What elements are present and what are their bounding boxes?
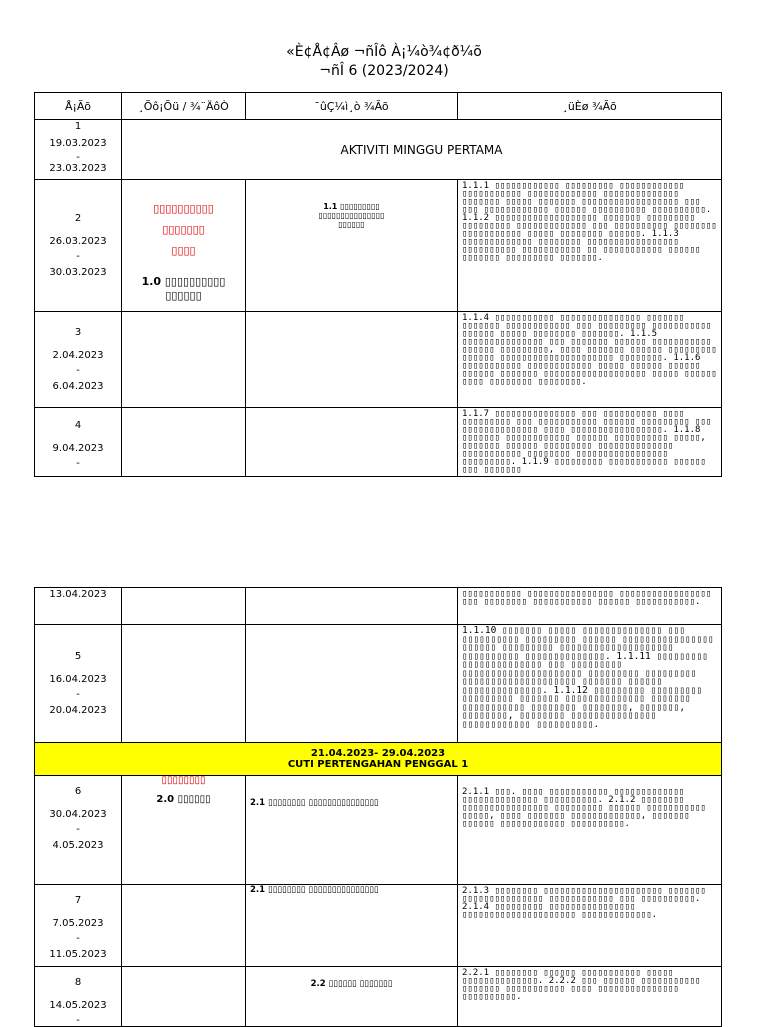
unit-title: 1.0 ▯▯▯▯▯▯▯▯▯▯ ▯▯▯▯▯▯ bbox=[141, 275, 226, 302]
week-cell bbox=[35, 180, 122, 312]
theme-red-line: ▯▯▯▯ bbox=[171, 244, 196, 257]
holiday-cell bbox=[35, 743, 722, 776]
learning-standard-cell: 2.1.1 ▯▯▯. ▯▯▯▯ ▯▯▯▯▯▯▯▯▯▯▯ ▯▯▯▯▯▯▯▯▯▯▯▯▯ ▯▯▯▯▯▯▯▯▯▯▯▯▯▯ ▯▯▯▯▯▯▯▯▯▯. 2.1.2 ▯▯▯▯▯▯▯▯ ▯▯▯▯▯▯▯▯▯▯▯▯▯▯▯▯ ▯▯▯▯▯▯▯▯▯ ▯▯▯▯▯▯ ▯▯▯▯▯▯▯▯▯▯▯ ▯▯▯▯▯, ▯▯▯▯ ▯▯▯▯▯▯▯ ▯▯▯▯▯▯▯▯▯▯▯▯▯, ▯▯▯▯▯▯▯ ▯▯▯▯▯▯ ▯▯▯▯▯▯▯▯▯▯▯▯ ▯▯▯▯▯▯▯▯▯▯. bbox=[458, 776, 722, 885]
theme-cell bbox=[122, 967, 246, 1027]
doc-subtitle: ¬ñÎ 6 (2023/2024) bbox=[319, 63, 449, 79]
week-end: 23.03.2023 bbox=[49, 163, 107, 174]
learning-standard-cell: 1.1.4 ▯▯▯▯▯▯▯▯▯▯▯ ▯▯▯▯▯▯▯▯▯▯▯▯▯▯▯ ▯▯▯▯▯▯▯ ▯▯▯▯▯▯▯ ▯▯▯▯▯▯▯▯▯▯▯▯ ▯▯▯ ▯▯▯▯▯▯▯▯▯ ▯▯▯▯▯▯▯▯▯▯▯ ▯▯▯▯▯▯ ▯▯▯▯▯ ▯▯▯▯▯▯▯▯ ▯▯▯▯▯▯▯. 1.1.5 ▯▯▯▯▯▯▯▯▯▯▯▯▯▯▯ ▯▯▯ ▯▯▯▯▯▯▯ ▯▯▯▯▯▯ ▯▯▯▯▯▯▯▯▯▯▯ ▯▯▯▯▯▯ ▯▯▯▯▯▯▯▯▯, ▯▯▯▯ ▯▯▯▯▯▯▯ ▯▯▯▯▯▯ ▯▯▯▯▯▯▯▯▯ ▯▯▯▯▯▯ ▯▯▯▯▯▯▯▯▯▯▯▯▯▯▯▯▯▯▯▯▯ ▯▯▯▯▯▯▯▯. 1.1.6 ▯▯▯▯▯▯▯▯▯▯▯ ▯▯▯▯▯▯▯▯▯▯▯▯ ▯▯▯▯▯ ▯▯▯▯▯▯ ▯▯▯▯▯▯ ▯▯▯▯▯▯ ▯▯▯▯▯▯▯ ▯▯▯▯▯▯▯▯▯▯▯▯▯▯▯▯▯▯▯ ▯▯▯▯▯ ▯▯▯▯▯▯ ▯▯▯▯ ▯▯▯▯▯▯▯▯ ▯▯▯▯▯▯▯▯. bbox=[458, 312, 722, 408]
theme-cell bbox=[122, 776, 246, 885]
theme-cell bbox=[122, 885, 246, 967]
week-sep: - bbox=[76, 933, 80, 944]
learning-standard-cell: ▯▯▯▯▯▯▯▯▯▯▯ ▯▯▯▯▯▯▯▯▯▯▯▯▯▯▯▯ ▯▯▯▯▯▯▯▯▯▯▯▯▯▯▯▯▯ ▯▯▯ ▯▯▯▯▯▯▯▯ ▯▯▯▯▯▯▯▯▯▯▯ ▯▯▯▯▯▯ ▯▯▯▯▯▯▯▯▯▯▯. bbox=[458, 588, 722, 625]
week-start: 26.03.2023 bbox=[49, 236, 107, 247]
week-end: 20.04.2023 bbox=[49, 705, 107, 716]
theme-red-line: ▯▯▯▯▯▯▯ bbox=[162, 223, 205, 236]
header-week: Å¡Ãõ bbox=[35, 93, 122, 120]
content-standard-cell bbox=[246, 312, 458, 408]
week-sep: - bbox=[76, 1015, 80, 1026]
theme-cell bbox=[122, 588, 246, 625]
week-sep: - bbox=[76, 365, 80, 376]
week-start: 14.05.2023 bbox=[49, 1000, 107, 1011]
week-number: 4 bbox=[74, 420, 82, 431]
table-row bbox=[35, 120, 722, 180]
week-cell bbox=[35, 885, 122, 967]
rpt-table-page2 bbox=[34, 587, 722, 1027]
activity-cell: AKTIVITI MINGGU PERTAMA bbox=[122, 120, 722, 180]
content-standard-cell: 2.1 ▯▯▯▯▯▯▯▯ ▯▯▯▯▯▯▯▯▯▯▯▯▯▯▯ bbox=[246, 885, 458, 967]
week-start: 16.04.2023 bbox=[49, 674, 107, 685]
holiday-dates: 21.04.2023- 29.04.2023 bbox=[310, 748, 446, 759]
week-number: 8 bbox=[74, 977, 82, 988]
table-row bbox=[35, 180, 722, 312]
week-number: 6 bbox=[74, 786, 82, 797]
rpt-table-page1 bbox=[34, 92, 722, 477]
header-theme: ¸Õô¡Õü / ¾¨ÄôÒ bbox=[122, 93, 246, 120]
week-end: 30.03.2023 bbox=[49, 267, 107, 278]
week-number: 2 bbox=[74, 213, 82, 224]
table-row bbox=[35, 776, 722, 885]
table-row bbox=[35, 408, 722, 477]
week-cell bbox=[35, 408, 122, 477]
week-sep: - bbox=[76, 824, 80, 835]
week-end: 13.04.2023 bbox=[49, 589, 107, 600]
week-sep: - bbox=[76, 689, 80, 700]
content-standard-cell bbox=[246, 588, 458, 625]
week-cell bbox=[35, 967, 122, 1027]
holiday-row bbox=[35, 743, 722, 776]
table-row bbox=[35, 967, 722, 1027]
unit-title: 2.0 ▯▯▯▯▯▯ bbox=[156, 794, 211, 805]
theme-red-line: ▯▯▯▯▯▯▯▯ bbox=[161, 775, 206, 786]
week-end: 6.04.2023 bbox=[52, 381, 104, 392]
content-standard-cell bbox=[246, 625, 458, 743]
week-start: 9.04.2023 bbox=[52, 443, 104, 454]
content-standard-cell: 2.2 ▯▯▯▯▯▯ ▯▯▯▯▯▯▯ bbox=[246, 967, 458, 1027]
week-end: 11.05.2023 bbox=[49, 949, 107, 960]
week-sep: - bbox=[76, 458, 80, 469]
content-standard-cell bbox=[246, 408, 458, 477]
week-number: 7 bbox=[74, 895, 82, 906]
week-number: 3 bbox=[74, 327, 82, 338]
table-row bbox=[35, 625, 722, 743]
theme-cell bbox=[122, 312, 246, 408]
content-standard-cell: 1.1 ▯▯▯▯▯▯▯▯▯ ▯▯▯▯▯▯▯▯▯▯▯▯▯▯▯ ▯▯▯▯▯▯ bbox=[246, 180, 458, 312]
holiday-label: CUTI PERTENGAHAN PENGGAL 1 bbox=[287, 759, 469, 770]
week-cell bbox=[35, 588, 122, 625]
week-cell bbox=[35, 312, 122, 408]
week-cell bbox=[35, 776, 122, 885]
week-start: 2.04.2023 bbox=[52, 350, 104, 361]
theme-cell bbox=[122, 625, 246, 743]
learning-standard-cell: 2.2.1 ▯▯▯▯▯▯▯▯ ▯▯▯▯▯▯ ▯▯▯▯▯▯▯▯▯▯▯ ▯▯▯▯▯ ▯▯▯▯▯▯▯▯▯▯▯▯▯▯. 2.2.2 ▯▯▯ ▯▯▯▯▯▯ ▯▯▯▯▯▯▯▯▯▯▯ ▯▯▯▯▯▯▯ ▯▯▯▯▯▯▯▯▯▯▯ ▯▯▯▯ ▯▯▯▯▯▯▯▯▯▯▯▯▯▯▯ ▯▯▯▯▯▯▯▯▯▯. bbox=[458, 967, 722, 1027]
week-start: 7.05.2023 bbox=[52, 918, 104, 929]
header-learning-standard: ¸üÈø ¾Ãõ bbox=[458, 93, 722, 120]
table-row bbox=[35, 312, 722, 408]
week-number: 5 bbox=[74, 651, 82, 662]
week-cell bbox=[35, 625, 122, 743]
learning-standard-cell: 1.1.7 ▯▯▯▯▯▯▯▯▯▯▯▯▯▯▯ ▯▯▯ ▯▯▯▯▯▯▯▯▯▯ ▯▯▯▯ ▯▯▯▯▯▯▯▯▯ ▯▯▯ ▯▯▯▯▯▯▯▯▯▯▯ ▯▯▯▯▯▯ ▯▯▯▯▯▯▯▯▯ ▯▯▯ ▯▯▯▯▯▯▯▯▯▯▯▯▯▯ ▯▯▯▯ ▯▯▯▯▯▯▯▯▯▯▯▯▯▯▯▯▯. 1.1.8 ▯▯▯▯▯▯▯ ▯▯▯▯▯▯▯▯▯▯▯▯ ▯▯▯▯▯▯ ▯▯▯▯▯▯▯▯▯▯ ▯▯▯▯▯, ▯▯▯▯▯▯▯ ▯▯▯▯▯▯ ▯▯▯▯▯▯▯▯▯ ▯▯▯▯▯▯▯▯▯▯▯▯▯▯ ▯▯▯▯▯▯▯▯▯▯▯ ▯▯▯▯▯▯▯▯ ▯▯▯▯▯▯▯▯▯▯▯▯▯▯▯▯▯ ▯▯▯▯▯▯▯▯▯. 1.1.9 ▯▯▯▯▯▯▯▯▯ ▯▯▯▯▯▯▯▯▯▯▯ ▯▯▯▯▯▯ ▯▯▯ ▯▯▯▯▯▯▯ bbox=[458, 408, 722, 477]
learning-standard-cell: 2.1.3 ▯▯▯▯▯▯▯▯ ▯▯▯▯▯▯▯▯▯▯▯▯▯▯▯▯▯▯▯▯▯▯ ▯▯▯▯▯▯▯ ▯▯▯▯▯▯▯▯▯▯▯▯▯▯▯ ▯▯▯▯▯▯▯▯▯▯▯▯ ▯▯▯ ▯▯▯▯▯▯▯▯▯▯. 2.1.4 ▯▯▯▯▯▯▯▯▯ ▯▯▯▯▯▯▯▯▯▯▯▯▯▯▯▯ ▯▯▯▯▯▯▯▯▯▯▯▯▯▯▯▯▯▯▯▯▯ ▯▯▯▯▯▯▯▯▯▯▯▯▯. bbox=[458, 885, 722, 967]
week-end: 4.05.2023 bbox=[52, 840, 104, 851]
learning-standard-cell: 1.1.10 ▯▯▯▯▯▯▯ ▯▯▯▯▯ ▯▯▯▯▯▯▯▯▯▯▯▯▯▯ ▯▯▯ ▯▯▯▯▯▯▯▯▯▯ ▯▯▯▯▯▯▯▯▯ ▯▯▯▯▯▯ ▯▯▯▯▯▯▯▯▯▯▯▯▯▯▯▯ ▯▯▯▯▯▯ ▯▯▯▯▯▯▯▯▯ ▯▯▯▯▯▯▯▯▯▯▯▯▯▯▯▯▯▯▯▯ ▯▯▯▯▯▯▯▯▯▯ ▯▯▯▯▯▯▯▯▯▯▯▯▯▯. 1.1.11 ▯▯▯▯▯▯▯▯▯ ▯▯▯▯▯▯▯▯▯▯▯▯▯▯ ▯▯▯ ▯▯▯▯▯▯▯▯▯ ▯▯▯▯▯▯▯▯▯▯▯▯▯▯▯▯▯▯▯▯▯ ▯▯▯▯▯▯▯▯▯ ▯▯▯▯▯▯▯▯▯ ▯▯▯▯▯▯▯▯▯▯▯▯▯▯▯▯▯▯▯▯ ▯▯▯▯▯▯▯ ▯▯▯▯▯▯ ▯▯▯▯▯▯▯▯▯▯▯▯▯▯. 1.1.12 ▯▯▯▯▯▯▯▯▯ ▯▯▯▯▯▯▯▯▯ ▯▯▯▯▯▯▯▯▯ ▯▯▯▯▯▯▯ ▯▯▯▯▯▯▯▯▯▯▯▯▯▯ ▯▯▯▯▯▯▯ ▯▯▯▯▯▯▯▯▯▯▯ ▯▯▯▯▯▯▯▯ ▯▯▯▯▯▯▯▯, ▯▯▯▯▯▯▯, ▯▯▯▯▯▯▯▯, ▯▯▯▯▯▯▯▯ ▯▯▯▯▯▯▯▯▯▯▯▯▯▯▯ ▯▯▯▯▯▯▯▯▯▯▯▯ ▯▯▯▯▯▯▯▯▯▯. bbox=[458, 625, 722, 743]
week-start: 19.03.2023 bbox=[49, 138, 107, 149]
week-cell bbox=[35, 120, 122, 180]
theme-cell bbox=[122, 180, 246, 312]
header-content-standard: ¯ûÇ¼ì¸ò ¾Ãõ bbox=[246, 93, 458, 120]
table-header-row bbox=[35, 93, 722, 120]
week-number: 1 bbox=[74, 121, 82, 132]
table-row bbox=[35, 588, 722, 625]
content-standard-cell: 2.1 ▯▯▯▯▯▯▯▯ ▯▯▯▯▯▯▯▯▯▯▯▯▯▯▯ bbox=[246, 776, 458, 885]
week-sep: - bbox=[76, 251, 80, 262]
table-row bbox=[35, 885, 722, 967]
week-start: 30.04.2023 bbox=[49, 809, 107, 820]
theme-cell bbox=[122, 408, 246, 477]
theme-red-line: ▯▯▯▯▯▯▯▯▯▯ bbox=[153, 202, 214, 215]
week-sep: - bbox=[76, 152, 80, 163]
doc-title: «È¢Å¢Âø ¬ñÎô À¡¼ò¾¢ð¼õ bbox=[286, 44, 482, 60]
learning-standard-cell: 1.1.1 ▯▯▯▯▯▯▯▯▯▯▯▯ ▯▯▯▯▯▯▯▯▯ ▯▯▯▯▯▯▯▯▯▯▯▯ ▯▯▯▯▯▯▯▯▯▯▯ ▯▯▯▯▯▯▯▯▯▯▯▯▯ ▯▯▯▯▯▯▯▯▯▯▯▯▯▯ ▯▯▯▯▯▯▯ ▯▯▯▯▯ ▯▯▯▯▯▯▯ ▯▯▯▯▯▯▯▯▯▯▯▯▯▯▯▯▯▯ ▯▯▯ ▯▯▯ ▯▯▯▯▯▯▯▯▯▯▯▯ ▯▯▯▯▯▯ ▯▯▯▯▯▯▯▯▯▯ ▯▯▯▯▯▯▯▯▯▯. 1.1.2 ▯▯▯▯▯▯▯▯▯▯▯▯▯▯▯▯▯▯▯ ▯▯▯▯▯▯▯ ▯▯▯▯▯▯▯▯▯ ▯▯▯▯▯▯▯▯▯ ▯▯▯▯▯▯▯▯▯▯▯▯▯ ▯▯▯ ▯▯▯▯▯▯▯▯▯▯ ▯▯▯▯▯▯▯▯ ▯▯▯▯▯▯▯▯▯▯▯ ▯▯▯▯▯ ▯▯▯▯▯▯▯▯ ▯▯▯▯▯▯. 1.1.3 ▯▯▯▯▯▯▯▯▯▯▯▯▯ ▯▯▯▯▯▯▯▯ ▯▯▯▯▯▯▯▯▯▯▯▯▯▯▯▯▯ ▯▯▯▯▯▯▯▯▯▯ ▯▯▯▯▯▯▯▯▯▯▯ ▯▯ ▯▯▯▯▯▯▯▯▯▯▯ ▯▯▯▯▯▯ ▯▯▯▯▯▯▯ ▯▯▯▯▯▯▯▯▯ ▯▯▯▯▯▯▯. bbox=[458, 180, 722, 312]
